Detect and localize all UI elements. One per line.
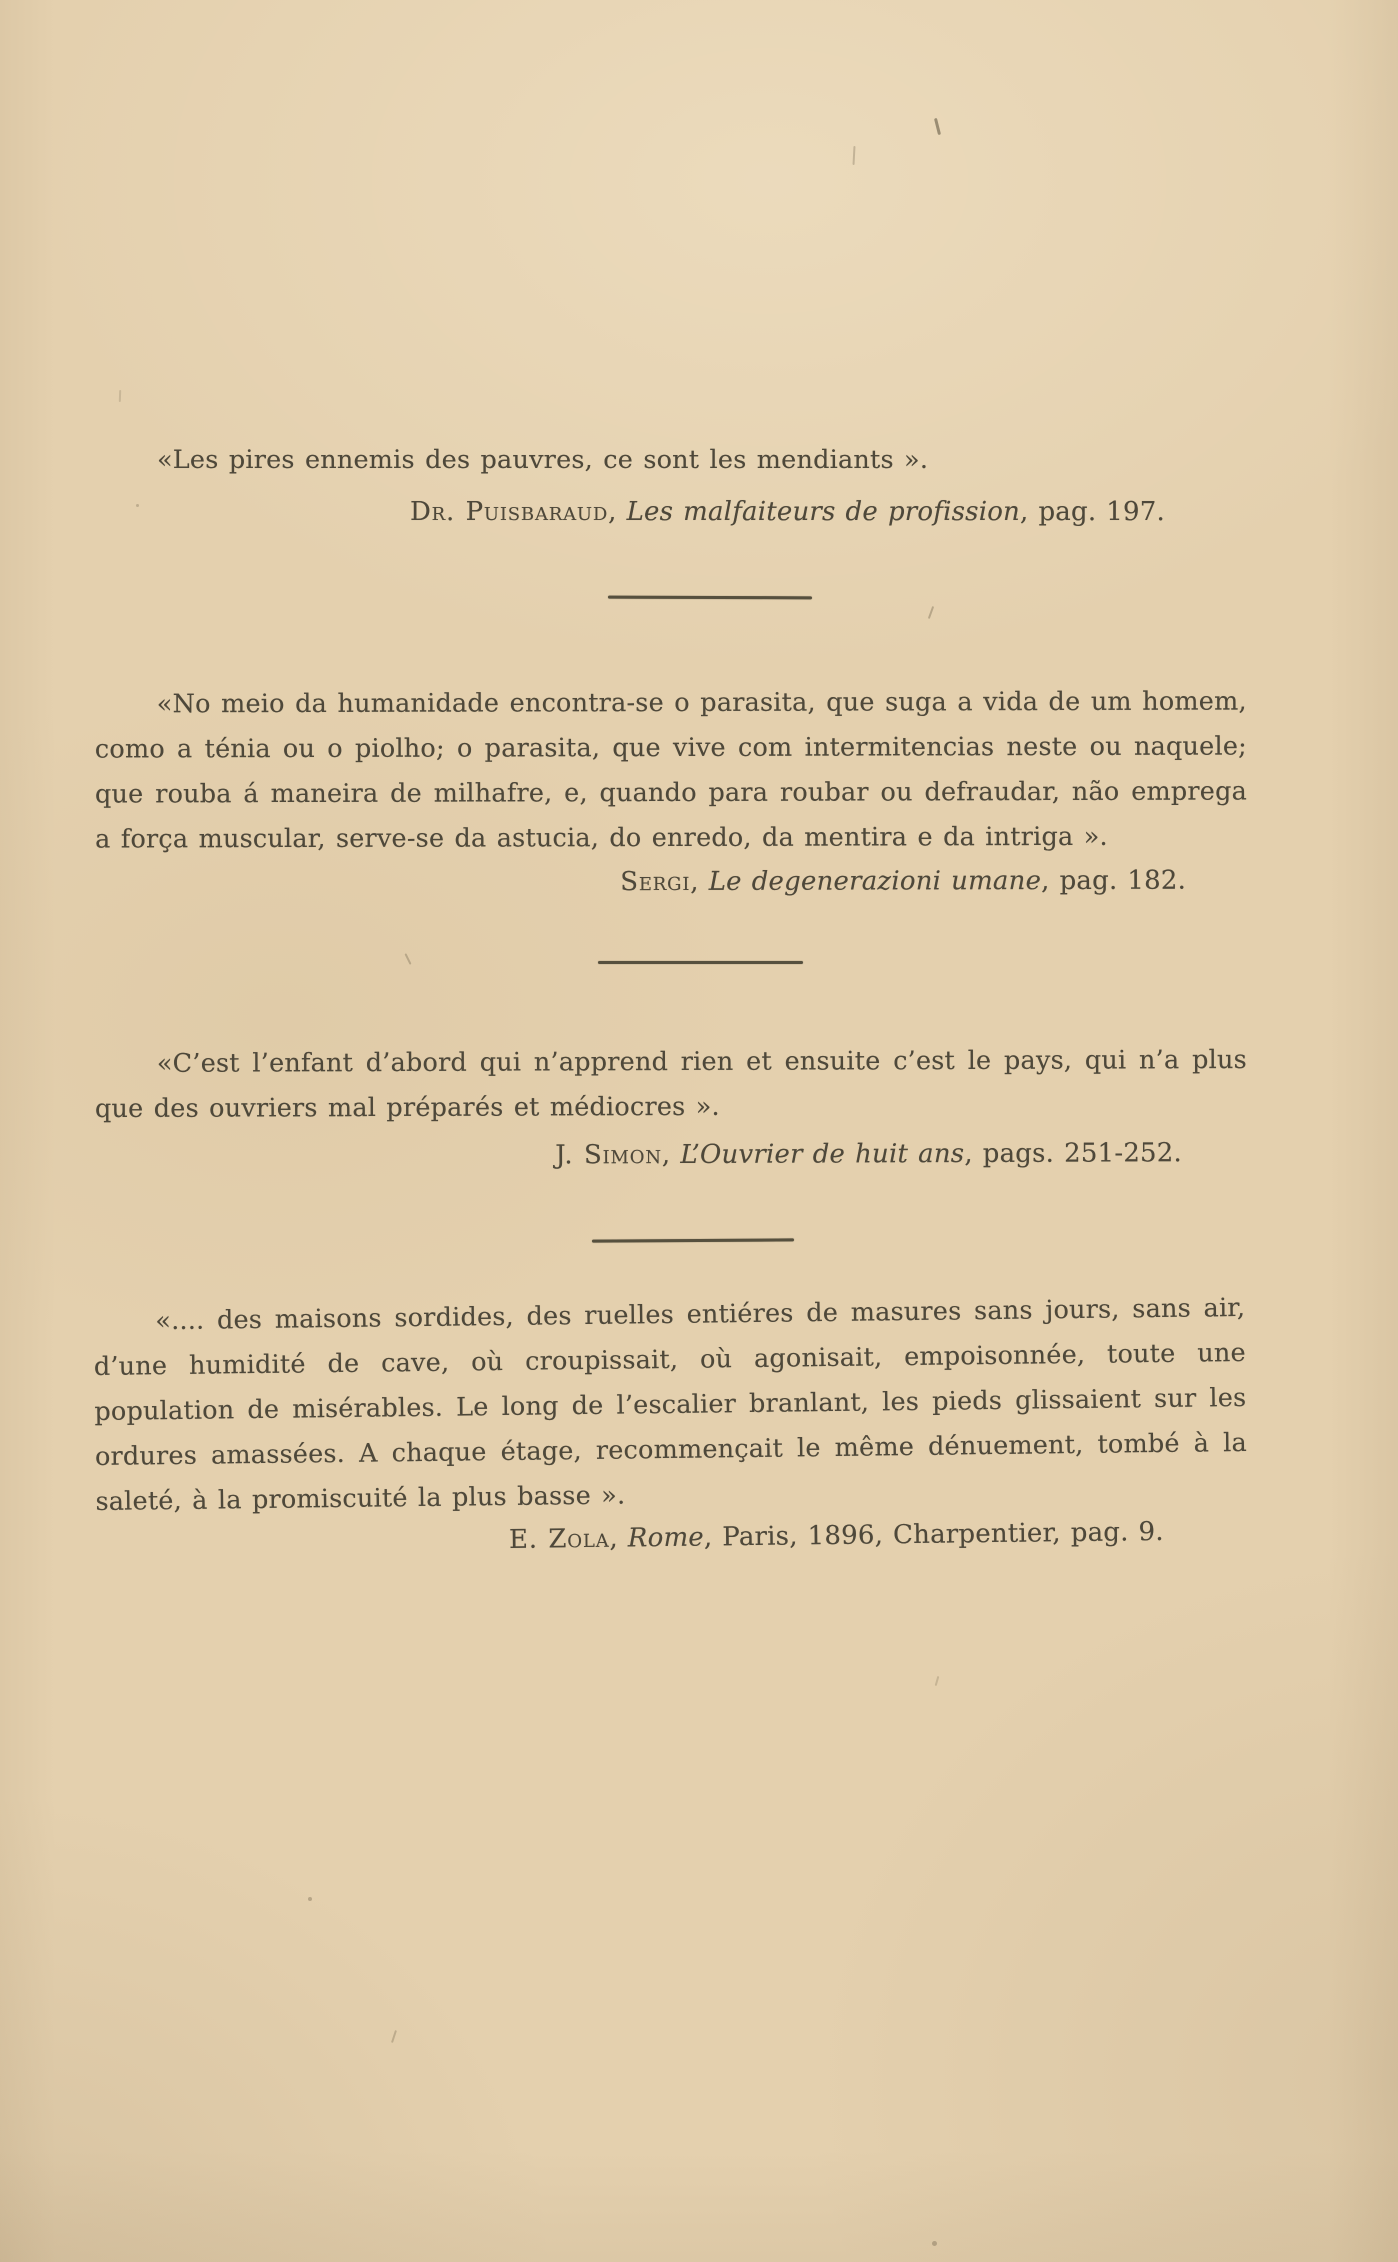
attribution-author: Dr. Puisbaraud [410, 497, 609, 527]
attribution-rest: , pag. 197. [1020, 497, 1165, 527]
attribution-author: E. Zola [508, 1523, 610, 1555]
attribution-title: Les malfaiteurs de profission [626, 497, 1021, 527]
quote-text: «.... des maisons sordides, des ruelles entiéres de masures sans jours, sans air, d’une humidité de cave, où croupissait, où agonisait, empoisonnée, toute une population de misérables. Le long de l’escalier branlant, les pieds glissaient sur les ordures amassées. A chaque étage, recommençait le même dénuement, tombé à la saleté, à la promiscuité la plus basse ». [93, 1292, 1248, 1517]
section-divider-2 [598, 961, 803, 964]
quote-attribution [95, 492, 1247, 532]
attribution-title: Le degenerazioni umane [708, 866, 1042, 897]
scan-artifact [391, 2030, 397, 2043]
attribution-rest: , Paris, 1896, Charpentier, pag. 9. [703, 1516, 1164, 1553]
quote-attribution [95, 860, 1247, 903]
attribution-separator: , [690, 866, 709, 897]
scan-artifact [935, 1676, 940, 1686]
attribution-rest: , pag. 182. [1041, 865, 1187, 897]
attribution-rest: , pags. 251-252. [964, 1138, 1183, 1169]
scan-artifact [119, 390, 121, 402]
attribution-separator: , [608, 497, 627, 527]
quote-text: «Les pires ennemis des pauvres, ce sont les mendiants ». [157, 445, 929, 475]
scan-artifact [928, 606, 934, 619]
attribution-separator: , [661, 1139, 681, 1171]
attribution-title: L’Ouvrier de huit ans [680, 1138, 965, 1170]
attribution-author: J. Simon [555, 1140, 662, 1171]
scan-artifact [136, 504, 139, 507]
quote-text: «No meio da humanidade encontra-se o parasita, que suga a vida de um homem, como a ténia ou o piolho; o parasita, que vive com intermitencias neste ou naquele; que rouba á maneira de milhafre, e, quando para roubar ou defraudar, não emprega a força muscular, serve-se da astucia, do enredo, da mentira e da intriga ». [94, 686, 1248, 855]
quote-block-4 [93, 1286, 1248, 1565]
attribution-author: Sergi [620, 866, 691, 898]
quote-block-1 [95, 438, 1247, 532]
quote-block-3 [95, 1038, 1247, 1177]
attribution-separator: , [609, 1523, 629, 1554]
quote-block-2 [95, 679, 1248, 903]
scan-artifact [404, 953, 411, 965]
scan-artifact [308, 1897, 312, 1901]
quote-attribution [95, 1133, 1247, 1177]
section-divider-3 [592, 1238, 794, 1242]
scan-artifact [934, 118, 941, 135]
scan-artifact [853, 146, 856, 165]
section-divider-1 [608, 596, 812, 600]
attribution-title: Rome [627, 1522, 705, 1554]
scan-artifact [932, 2241, 937, 2246]
quote-text: «C’est l’enfant d’abord qui n’apprend rien et ensuite c’est le pays, qui n’a plus que des ouvriers mal préparés et médiocres ». [94, 1044, 1247, 1125]
